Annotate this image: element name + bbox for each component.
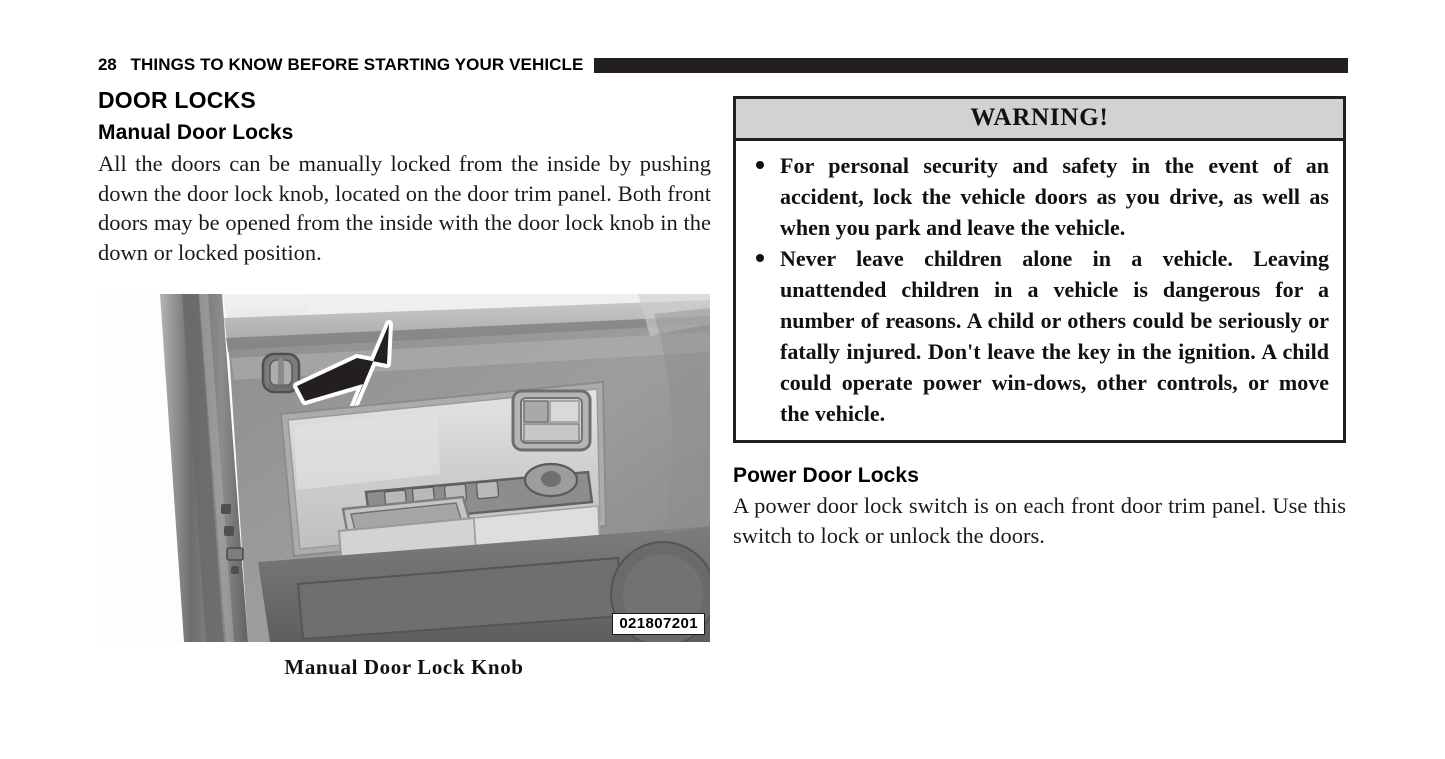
page-number: 28 [98, 55, 117, 74]
warning-bullet-text: For personal security and safety in the event of an accident, lock the vehicle doors as you drive, as well as when you park and leave the vehicle. [780, 153, 1329, 240]
subsection-heading-manual-door-locks: Manual Door Locks [98, 121, 294, 145]
header-rule [594, 58, 1348, 73]
figure-caption: Manual Door Lock Knob [284, 655, 524, 679]
warning-bullet-item [750, 150, 1329, 243]
power-door-locks-paragraph: A power door lock switch is on each front door trim panel. Use this switch to lock or unlock the doors. [733, 493, 1346, 548]
subsection-heading-power-door-locks: Power Door Locks [733, 464, 919, 487]
figure-manual-door-lock-knob [98, 294, 710, 642]
bullet-icon [756, 161, 764, 169]
running-head [98, 53, 1348, 77]
running-head-title: THINGS TO KNOW BEFORE STARTING YOUR VEHICLE [130, 55, 584, 74]
warning-bullet-list [750, 150, 1329, 429]
window-switch-bezel [513, 391, 590, 450]
right-column [733, 96, 1346, 550]
bullet-icon [756, 254, 764, 262]
warning-box [733, 96, 1346, 443]
warning-bullet-text: Never leave children alone in a vehicle. Leaving unattended children in a vehicle is dangerous for a number of reasons. A child or others could be seriously or fatally injured. Don't leave the key in the ignition. A child could operate power win-dows, other controls, or move the vehicle. [780, 246, 1329, 426]
left-column [98, 88, 711, 267]
power-door-locks-section [733, 464, 1346, 550]
door-panel-illustration [98, 294, 710, 642]
warning-bullet-item [750, 243, 1329, 429]
warning-title: WARNING! [736, 99, 1343, 141]
manual-door-locks-paragraph: All the doors can be manually locked from the inside by pushing down the door lock knob, located on the door trim panel. Both front doors may be opened from the inside with the door lock knob in the down or locked position. [98, 151, 711, 265]
warning-body [736, 141, 1343, 440]
section-heading-door-locks: DOOR LOCKS [98, 87, 256, 113]
photo-id-label: 021807201 [612, 613, 705, 635]
